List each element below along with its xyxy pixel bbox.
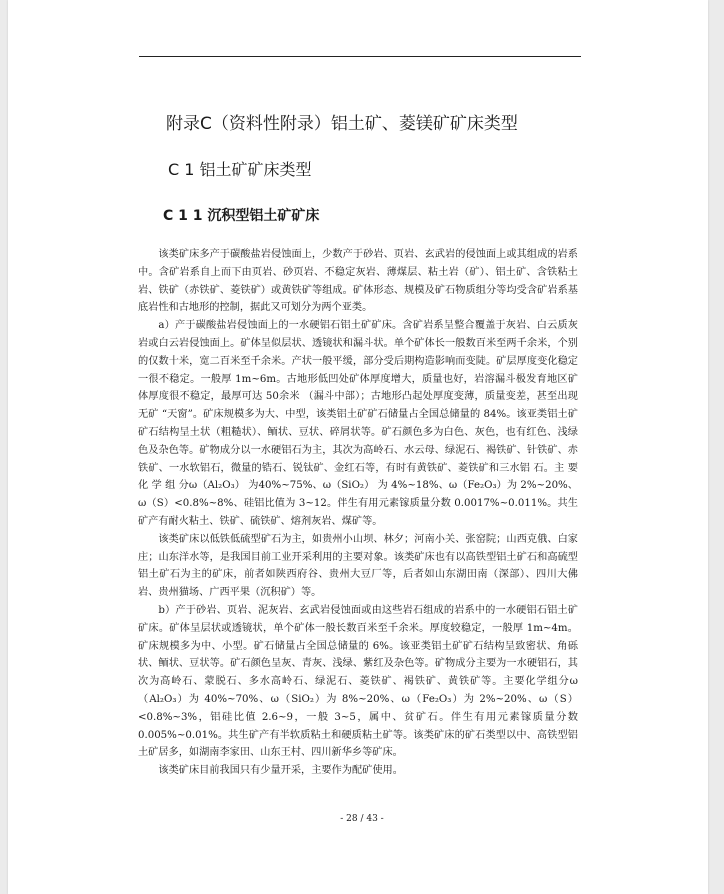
paragraph-examples: 该类矿床以低铁低硫型矿石为主，如贵州小山坝、林夕；河南小关、张窑院；山西克俄、白家庄；山东洋水等，是我国目前工业开采利用的主要对象。该类矿床也有以高铁型铝土矿石和高硫型铝土矿石为主的矿床，前者如陕西府谷、贵州大豆厂等，后者如山东湖田南（深部）、四川大佛岩、贵州猫场、广西平果（沉积矿）等。 [138, 533, 578, 599]
body-text [138, 246, 578, 780]
appendix-title: 附录C（资料性附录）铝土矿、菱镁矿矿床类型 [166, 114, 518, 134]
paragraph-conclusion: 该类矿床目前我国只有少量开采，主要作为配矿使用。 [158, 765, 403, 777]
paragraph-intro: 该类矿床多产于碳酸盐岩侵蚀面上，少数产于砂岩、页岩、玄武岩的侵蚀面上或其组成的岩系中。含矿岩系自上而下由页岩、砂页岩、不稳定灰岩、薄煤层、粘土岩（矿）、铝土矿、含铁粘土岩、铁矿（赤铁矿、菱铁矿）或黄铁矿等组成。矿体形态、规模及矿石物质组分等均受含矿岩系基底岩性和古地形的控制，据此又可划分为两个亚类。 [138, 249, 578, 314]
header-rule [139, 56, 581, 57]
subsection-title: C 1 1 沉积型铝土矿矿床 [163, 208, 320, 224]
section-title: C 1 铝土矿矿床类型 [168, 160, 312, 179]
paragraph-subtype-a: a）产于碳酸盐岩侵蚀面上的一水硬铝石铝土矿矿床。含矿岩系呈整合覆盖于灰岩、白云质灰岩或白云岩侵蚀面上。矿体呈似层状、透镜状和漏斗状。单个矿体长一般数百米至两千余米，个别的仅数十米，宽二百米至千余米。产状一般平缓，部分受后期构造影响而变陡。矿层厚度变化稳定一很不稳定。一般厚 1m~6m。古地形低凹处矿体厚度增大，质量也好，岩溶漏斗极发育地区矿体厚度很不稳定，最厚可达 50余米 （漏斗中部）；古地形凸起处厚度变薄，质量变差，甚至出现无矿 “天窗”。矿床规模多为大、中型，该类铝土矿矿石储量占全国总储量的 84%。该亚类铝土矿矿石结构呈土状（粗糙状）、鲕状、豆状、碎屑状等。矿石颜色多为白色、灰色，也有红色、浅绿色及杂色等。矿物成分以一水硬铝石为主，其次为高岭石、水云母、绿泥石、褐铁矿、针铁矿、赤铁矿、一水软铝石，微量的锆石、锐钛矿、金红石等，有时有黄铁矿、菱铁矿和三水铝 石。主 要 化 学 组 分ω（Al₂O₃） 为40%~75%、ω（SiO₂） 为 4%~18%、ω（Fe₂O₃）为 2%~20%、ω（S）<0.8%~8%、硅铝比值为 3~12。伴生有用元素镓质量分数 0.0017%~0.011%。共生矿产有耐火粘土、铁矿、硫铁矿、熔剂灰岩、煤矿等。 [138, 320, 578, 527]
paragraph-subtype-b: b）产于砂岩、页岩、泥灰岩、玄武岩侵蚀面或由这些岩石组成的岩系中的一水硬铝石铝土矿矿床。矿体呈层状或透镜状，单个矿体一般长数百米至千余米。厚度较稳定，一般厚 1m~4m。矿床规模多为中、小型。矿石储量占全国总储量的 6%。该亚类铝土矿矿石结构呈致密状、角砾状、鲕状、豆状等。矿石颜色呈灰、青灰、浅绿、紫红及杂色等。矿物成分主要为一水硬铝石，其次为高岭石、蒙脱石、多水高岭石、绿泥石、菱铁矿、褐铁矿、黄铁矿等。主要化学组分ω（Al₂O₃）为 40%~70%、ω（SiO₂）为 8%~20%、ω（Fe₂O₃）为 2%~20%、ω（S）<0.8%~3%，铝硅比值 2.6~9，一般 3~5，属中、贫矿石。伴生有用元素镓质量分数 0.005%~0.01%。共生矿产有半软质粘土和硬质粘土矿等。该类矿床的矿石类型以中、高铁型铝土矿居多，如湖南李家田、山东王村、四川新华乡等矿床。 [138, 604, 578, 759]
page-number: - 28 / 43 - [340, 814, 384, 824]
